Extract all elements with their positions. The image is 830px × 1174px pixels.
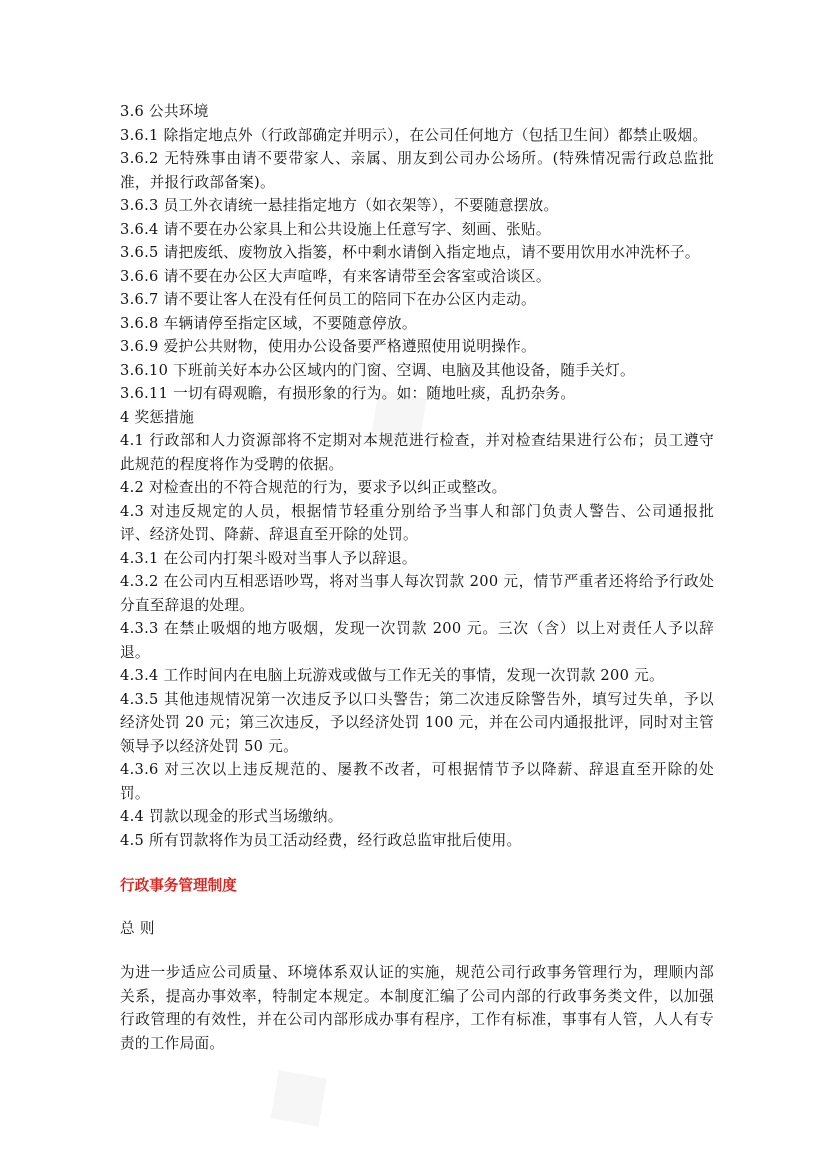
clause-3-6-4: 3.6.4 请不要在办公家具上和公共设施上任意写字、刻画、张贴。 (120, 220, 551, 238)
clause-3-6-1: 3.6.1 除指定地点外（行政部确定并明示），在公司任何地方（包括卫生间）都禁止吸烟。 (120, 126, 708, 144)
clause-3-6-9: 3.6.9 爱护公共财物，使用办公设备要严格遵照使用说明操作。 (120, 338, 536, 355)
clause-3-6-5: 3.6.5 请把废纸、废物放入指篓，杯中剩水请倒入指定地点，请不要用饮用水冲洗杯子。 (120, 244, 700, 261)
clause-4-4: 4.4 罚款以现金的形式当场缴纳。 (120, 808, 343, 825)
clause-3-6-8: 3.6.8 车辆请停至指定区域，不要随意停放。 (120, 314, 417, 332)
clause-3-6-7: 3.6.7 请不要让客人在没有任何员工的陪同下在办公区内走动。 (120, 291, 536, 308)
clause-3-6-10: 3.6.10 下班前关好本办公区域内的门窗、空调、电脑及其他设备，随手关灯。 (120, 361, 635, 379)
watermark: ◆ (236, 1029, 354, 1156)
document-body (120, 100, 714, 1055)
section-heading-3-6: 3.6 公共环境 (120, 103, 209, 120)
clause-4-3-4: 4.3.4 工作时间内在电脑上玩游戏或做与工作无关的事情，发现一次罚款 200 元。 (120, 667, 664, 684)
clause-4-2: 4.2 对检查出的不符合规范的行为，要求予以纠正或整改。 (120, 479, 507, 496)
clause-3-6-6: 3.6.6 请不要在办公区大声喧哗，有来客请带至会客室或洽谈区。 (120, 267, 551, 285)
clause-4-3-3: 4.3.3 在禁止吸烟的地方吸烟，发现一次罚款 200 元。三次（含）以上对责任人予以辞退。 (120, 620, 714, 661)
section-title: 行政事务管理制度 (120, 877, 237, 894)
watermark: ◆ (336, 349, 454, 476)
clause-3-6-3: 3.6.3 员工外衣请统一悬挂指定地方（如衣架等），不要随意摆放。 (120, 197, 559, 214)
clause-4-5: 4.5 所有罚款将作为员工活动经费，经行政总监审批后使用。 (120, 831, 522, 849)
subheading-general: 总 则 (120, 919, 155, 937)
clause-4-3-2: 4.3.2 在公司内互相恶语吵骂，将对当事人每次罚款 200 元，情节严重者还将给予行政处分直至辞退的处理。 (120, 573, 714, 614)
clause-4-1: 4.1 行政部和人力资源部将不定期对本规范进行检查，并对检查结果进行公布；员工遵守此规范的程度将作为受聘的依据。 (120, 432, 714, 473)
clause-4-3: 4.3 对违反规定的人员，根据情节轻重分别给予当事人和部门负责人警告、公司通报批评、经济处罚、降薪、辞退直至开除的处罚。 (120, 502, 714, 543)
clause-4-3-5: 4.3.5 其他违规情况第一次违反予以口头警告；第二次违反除警告外，填写过失单，予以经济处罚 20 元；第三次违反，予以经济处罚 100 元，并在公司内通报批评，同时对主管领导予以经济处罚 50 元。 (120, 690, 714, 755)
section-heading-4: 4 奖惩措施 (120, 408, 195, 426)
intro-paragraph: 为进一步适应公司质量、环境体系双认证的实施，规范公司行政事务管理行为，理顺内部关系，提高办事效率，特制定本规定。本制度汇编了公司内部的行政事务类文件，以加强行政管理的有效性，并在公司内部形成办事有程序，工作有标准，事事有人管，人人有专责的工作局面。 (120, 964, 714, 1052)
clause-3-6-11: 3.6.11 一切有碍观瞻，有损形象的行为。如：随地吐痰，乱扔杂务。 (120, 385, 576, 402)
clause-4-3-1: 4.3.1 在公司内打架斗殴对当事人予以辞退。 (120, 549, 417, 567)
clause-3-6-2: 3.6.2 无特殊事由请不要带家人、亲属、朋友到公司办公场所。(特殊情况需行政总监批准，并报行政部备案)。 (120, 150, 714, 191)
clause-4-3-6: 4.3.6 对三次以上违反规范的、屡教不改者，可根据情节予以降薪、辞退直至开除的处罚。 (120, 761, 714, 802)
